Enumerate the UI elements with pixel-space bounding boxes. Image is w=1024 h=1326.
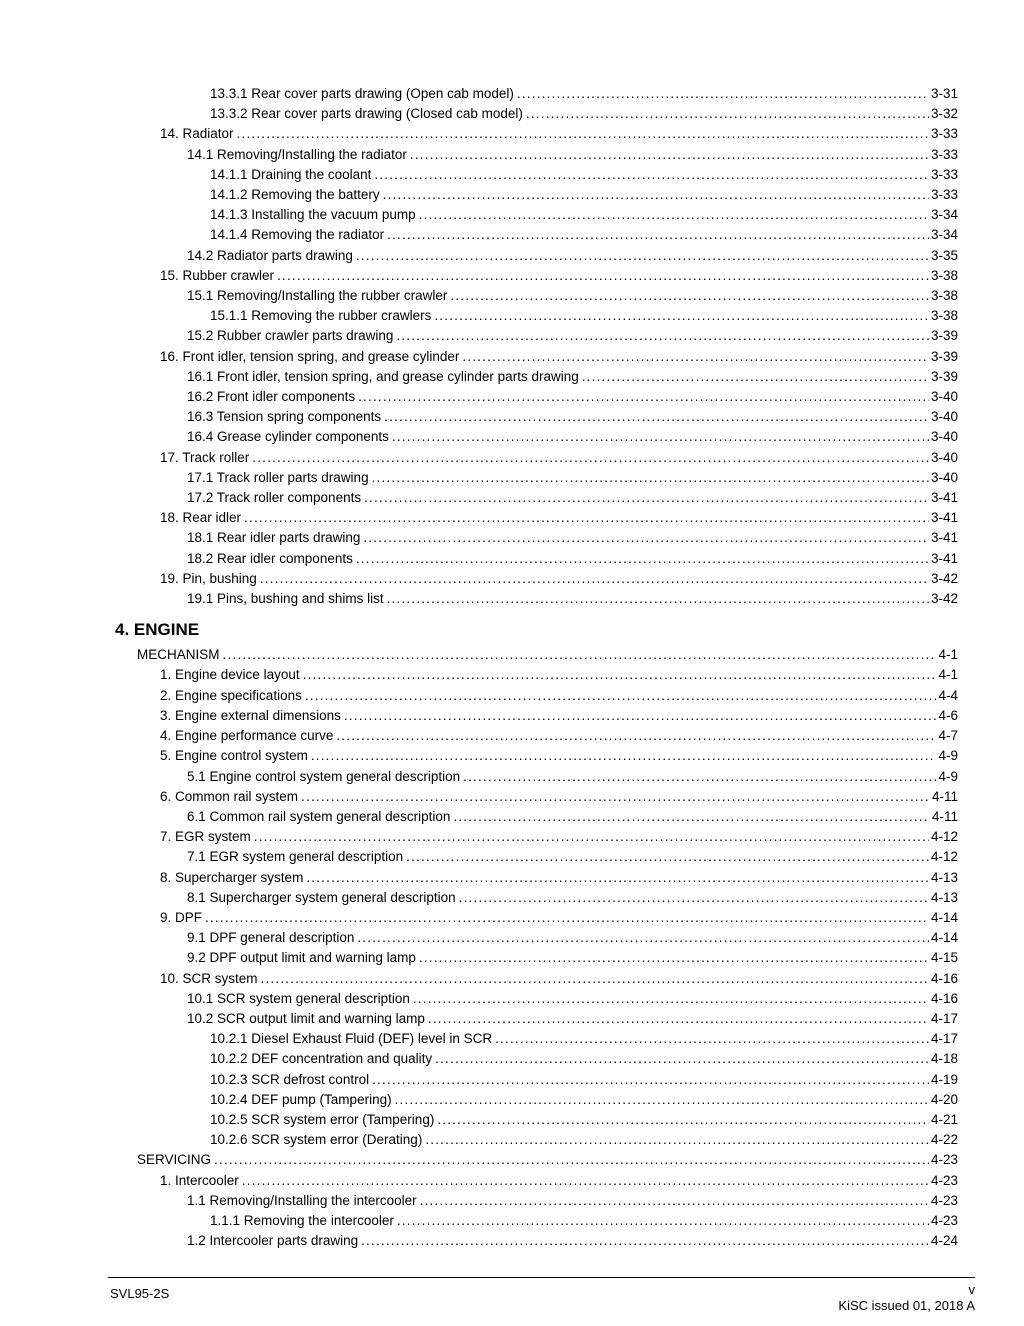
toc-entry-title: 13.3.1 Rear cover parts drawing (Open cab model) (210, 86, 514, 101)
toc-dot-leader (517, 84, 929, 104)
toc-entry-title: 10.2.3 SCR defrost control (210, 1071, 370, 1087)
toc-entry (115, 928, 958, 948)
toc-entry-page: 4-16 (930, 990, 958, 1006)
toc-entry-title: 16.1 Front idler, tension spring, and grease cylinder parts drawing (187, 368, 579, 384)
toc-entry (115, 407, 958, 427)
toc-entry-page: 3-34 (930, 227, 958, 243)
toc-entry-page: 3-42 (930, 591, 958, 607)
toc-entry-page: 4-1 (938, 667, 958, 683)
toc-entry-title: 9.2 DPF output limit and warning lamp (187, 950, 416, 966)
toc-dot-leader (420, 1191, 929, 1211)
toc-entry (115, 185, 958, 205)
toc-entry (115, 387, 958, 407)
toc-entry-page: 3-33 (930, 166, 958, 182)
toc-entry (115, 787, 958, 807)
toc-dot-leader (244, 508, 929, 528)
toc-entry-page: 4-23 (930, 1152, 958, 1168)
toc-dot-leader (463, 767, 936, 787)
toc-list (115, 84, 958, 1251)
toc-dot-leader (453, 807, 930, 827)
toc-dot-leader (392, 427, 929, 447)
toc-entry-page: 3-40 (930, 449, 958, 465)
toc-entry (115, 1191, 958, 1211)
toc-entry-title: 1. Engine device layout (160, 667, 300, 683)
toc-entry-title: 10.2.2 DEF concentration and quality (210, 1051, 433, 1067)
toc-entry-page: 3-38 (930, 288, 958, 304)
toc-dot-leader (205, 908, 929, 928)
toc-dot-leader (495, 1029, 929, 1049)
toc-entry (115, 827, 958, 847)
toc-dot-leader (435, 1049, 929, 1069)
toc-entry-page: 3-39 (930, 368, 958, 384)
toc-entry-page: 4-17 (930, 1031, 958, 1047)
toc-dot-leader (364, 488, 929, 508)
toc-entry-title: 13.3.2 Rear cover parts drawing (Closed cab model) (210, 106, 523, 122)
toc-dot-leader (336, 726, 936, 746)
toc-entry-title: 18.1 Rear idler parts drawing (187, 530, 361, 546)
toc-entry (115, 286, 958, 306)
toc-entry (115, 969, 958, 989)
toc-entry-page: 4-9 (938, 748, 958, 764)
toc-entry-page: 4-12 (930, 849, 958, 865)
toc-entry-title: 4. ENGINE (115, 620, 200, 640)
toc-entry (115, 868, 958, 888)
toc-dot-leader (387, 225, 929, 245)
toc-entry-title: SERVICING (137, 1152, 212, 1168)
toc-entry-title: 10.1 SCR system general description (187, 990, 410, 1006)
toc-entry (115, 908, 958, 928)
toc-dot-leader (223, 645, 937, 665)
toc-entry-page: 4-14 (930, 909, 958, 925)
toc-entry (115, 104, 958, 124)
toc-entry-title: 10.2.1 Diesel Exhaust Fluid (DEF) level in SCR (210, 1031, 493, 1047)
toc-entry (115, 589, 958, 609)
toc-entry (115, 847, 958, 867)
toc-entry-title: 14.2 Radiator parts drawing (187, 247, 353, 263)
toc-dot-leader (450, 286, 929, 306)
toc-dot-leader (357, 928, 929, 948)
toc-entry (115, 225, 958, 245)
toc-entry-title: 5. Engine control system (160, 748, 308, 764)
toc-entry-title: 14. Radiator (160, 126, 234, 142)
toc-dot-leader (311, 746, 937, 766)
toc-dot-leader (419, 948, 929, 968)
toc-entry (115, 888, 958, 908)
toc-entry (115, 347, 958, 367)
toc-dot-leader (372, 468, 929, 488)
toc-entry (115, 948, 958, 968)
toc-entry-page: 4-11 (931, 808, 958, 824)
toc-dot-leader (419, 205, 929, 225)
toc-entry (115, 1211, 958, 1231)
toc-entry (115, 1029, 958, 1049)
toc-entry-page: 4-24 (930, 1233, 958, 1249)
toc-dot-leader (383, 185, 929, 205)
toc-entry-title: 1.2 Intercooler parts drawing (187, 1233, 359, 1249)
toc-dot-leader (384, 407, 929, 427)
toc-entry-title: 1.1.1 Removing the intercooler (210, 1212, 394, 1228)
toc-dot-leader (428, 1009, 929, 1029)
toc-entry-page: 3-31 (930, 86, 958, 101)
toc-entry-title: 9.1 DPF general description (187, 930, 355, 946)
toc-entry-page: 3-41 (930, 510, 958, 526)
toc-dot-leader (395, 1090, 929, 1110)
toc-entry-title: 15.1.1 Removing the rubber crawlers (210, 308, 432, 324)
toc-entry-title: 7.1 EGR system general description (187, 849, 404, 865)
toc-entry-page: 3-38 (930, 267, 958, 283)
toc-dot-leader (237, 124, 929, 144)
toc-entry-page: 4-7 (938, 728, 958, 744)
toc-entry-title: 8.1 Supercharger system general description (187, 889, 456, 905)
toc-entry-title: 10. SCR system (160, 970, 258, 986)
footer-issue-note: KiSC issued 01, 2018 A (838, 1298, 975, 1313)
toc-entry (115, 124, 958, 144)
toc-entry-title: 17. Track roller (160, 449, 250, 465)
toc-entry-title: 16.3 Tension spring components (187, 409, 382, 425)
toc-entry (115, 989, 958, 1009)
toc-entry-title: 16.4 Grease cylinder components (187, 429, 389, 445)
toc-entry-title: 6. Common rail system (160, 788, 299, 804)
toc-entry (115, 488, 958, 508)
toc-entry-page: 3-35 (930, 247, 958, 263)
toc-entry-title: 19.1 Pins, bushing and shims list (187, 591, 384, 607)
toc-entry-page: 4-23 (930, 1212, 958, 1228)
toc-dot-leader (396, 326, 929, 346)
toc-dot-leader (356, 246, 929, 266)
toc-entry-page: 4-11 (931, 788, 958, 804)
toc-entry-title: 15. Rubber crawler (160, 267, 275, 283)
toc-entry-page: 3-39 (930, 328, 958, 344)
toc-dot-leader (261, 969, 929, 989)
toc-entry (115, 549, 958, 569)
toc-entry-page: 4-6 (938, 707, 958, 723)
toc-entry-page: 3-42 (930, 570, 958, 586)
toc-entry-title: 15.2 Rubber crawler parts drawing (187, 328, 394, 344)
toc-dot-leader (363, 528, 929, 548)
toc-dot-leader (434, 306, 929, 326)
toc-entry-title: 8. Supercharger system (160, 869, 304, 885)
toc-entry-title: 14.1.3 Installing the vacuum pump (210, 207, 416, 223)
toc-entry (115, 1130, 958, 1150)
toc-entry (115, 1070, 958, 1090)
toc-entry-title: 10.2 SCR output limit and warning lamp (187, 1010, 425, 1026)
toc-entry (115, 726, 958, 746)
toc-entry (115, 508, 958, 528)
toc-entry (115, 1009, 958, 1029)
toc-entry (115, 807, 958, 827)
toc-entry-title: 7. EGR system (160, 829, 251, 845)
toc-entry-title: 9. DPF (160, 909, 203, 925)
toc-entry-title: 14.1 Removing/Installing the radiator (187, 146, 407, 162)
footer-model-code: SVL95-2S (110, 1286, 170, 1301)
toc-entry-title: 19. Pin, bushing (160, 570, 257, 586)
toc-entry-page: 3-33 (930, 126, 958, 142)
toc-entry (115, 767, 958, 787)
toc-dot-leader (526, 104, 929, 124)
toc-entry-title: 15.1 Removing/Installing the rubber crawler (187, 288, 448, 304)
toc-entry (115, 1110, 958, 1130)
footer-right-block (838, 1282, 975, 1314)
toc-entry-page: 4-22 (930, 1132, 958, 1148)
toc-entry (115, 448, 958, 468)
toc-dot-leader (356, 549, 929, 569)
toc-dot-leader (410, 145, 929, 165)
toc-dot-leader (306, 868, 929, 888)
toc-entry-page: 3-41 (930, 550, 958, 566)
toc-entry (115, 427, 958, 447)
toc-dot-leader (301, 787, 930, 807)
toc-entry-page: 4-4 (938, 687, 958, 703)
toc-dot-leader (254, 827, 929, 847)
toc-entry-title: 14.1.2 Removing the battery (210, 187, 380, 203)
toc-entry (115, 619, 958, 641)
page-footer (108, 1277, 975, 1313)
toc-entry-page: 4-17 (930, 1010, 958, 1026)
toc-dot-leader (260, 569, 929, 589)
toc-entry (115, 706, 958, 726)
toc-entry (115, 246, 958, 266)
toc-entry-title: 4. Engine performance curve (160, 728, 334, 744)
toc-entry (115, 165, 958, 185)
toc-entry-title: 16. Front idler, tension spring, and grease cylinder (160, 348, 460, 364)
toc-entry-page: 4-1 (938, 647, 958, 663)
toc-entry-title: 17.1 Track roller parts drawing (187, 469, 369, 485)
toc-dot-leader (425, 1130, 929, 1150)
toc-entry-page: 4-18 (930, 1051, 958, 1067)
toc-dot-leader (358, 387, 929, 407)
toc-dot-leader (277, 266, 929, 286)
toc-entry-title: 1.1 Removing/Installing the intercooler (187, 1192, 417, 1208)
toc-entry (115, 367, 958, 387)
toc-entry-page: 3-41 (930, 530, 958, 546)
toc-dot-leader (242, 1171, 929, 1191)
toc-dot-leader (252, 448, 929, 468)
toc-dot-leader (214, 1150, 929, 1170)
toc-entry (115, 1049, 958, 1069)
toc-dot-leader (303, 665, 937, 685)
toc-entry (115, 1171, 958, 1191)
toc-entry-title: 18. Rear idler (160, 510, 242, 526)
toc-entry (115, 528, 958, 548)
toc-dot-leader (582, 367, 929, 387)
toc-dot-leader (361, 1231, 929, 1251)
toc-entry-page: 3-39 (930, 348, 958, 364)
toc-dot-leader (305, 686, 937, 706)
toc-entry (115, 326, 958, 346)
toc-dot-leader (372, 1070, 929, 1090)
toc-entry-title: 14.1.4 Removing the radiator (210, 227, 385, 243)
toc-entry-page: 4-19 (930, 1071, 958, 1087)
toc-entry-title: MECHANISM (137, 647, 220, 663)
toc-entry (115, 569, 958, 589)
toc-entry-page: 4-13 (930, 889, 958, 905)
toc-entry-page: 4-23 (930, 1192, 958, 1208)
toc-entry-page: 3-32 (930, 106, 958, 122)
toc-entry (115, 1231, 958, 1251)
toc-entry-title: 6.1 Common rail system general description (187, 808, 451, 824)
footer-page-number: v (968, 1282, 975, 1297)
toc-entry-title: 3. Engine external dimensions (160, 707, 341, 723)
toc-entry (115, 645, 958, 665)
toc-dot-leader (437, 1110, 929, 1130)
toc-entry-page: 3-40 (930, 389, 958, 405)
toc-dot-leader (387, 589, 929, 609)
toc-entry (115, 266, 958, 286)
toc-entry (115, 1150, 958, 1170)
toc-entry-title: 16.2 Front idler components (187, 389, 356, 405)
toc-entry (115, 205, 958, 225)
toc-entry-page: 3-33 (930, 187, 958, 203)
toc-entry-page: 3-40 (930, 409, 958, 425)
toc-dot-leader (459, 888, 929, 908)
toc-entry-page: 3-40 (930, 429, 958, 445)
toc-entry-page: 4-16 (930, 970, 958, 986)
toc-dot-leader (406, 847, 929, 867)
toc-entry-title: 2. Engine specifications (160, 687, 302, 703)
toc-dot-leader (397, 1211, 929, 1231)
toc-dot-leader (374, 165, 929, 185)
toc-entry-page: 4-20 (930, 1091, 958, 1107)
toc-entry (115, 665, 958, 685)
toc-dot-leader (344, 706, 937, 726)
toc-entry-page: 3-34 (930, 207, 958, 223)
toc-entry (115, 746, 958, 766)
toc-entry-title: 1. Intercooler (160, 1172, 239, 1188)
toc-entry (115, 686, 958, 706)
toc-entry-page: 4-23 (930, 1172, 958, 1188)
toc-entry-page: 3-33 (930, 146, 958, 162)
toc-entry-page: 4-13 (930, 869, 958, 885)
toc-entry-title: 14.1.1 Draining the coolant (210, 166, 372, 182)
toc-entry-title: 5.1 Engine control system general description (187, 768, 461, 784)
toc-entry-page: 4-15 (930, 950, 958, 966)
toc-entry-page: 4-21 (930, 1111, 958, 1127)
toc-entry-page: 3-38 (930, 308, 958, 324)
toc-entry-title: 18.2 Rear idler components (187, 550, 353, 566)
toc-entry (115, 306, 958, 326)
toc-entry (115, 145, 958, 165)
toc-dot-leader (462, 347, 929, 367)
toc-entry-page: 4-14 (930, 930, 958, 946)
toc-entry-page: 4-9 (938, 768, 958, 784)
toc-entry-page: 3-41 (930, 490, 958, 506)
toc-entry-title: 10.2.4 DEF pump (Tampering) (210, 1091, 392, 1107)
toc-entry-page: 4-12 (930, 829, 958, 845)
toc-entry-page: 3-40 (930, 469, 958, 485)
toc-entry (115, 1090, 958, 1110)
toc-entry-title: 10.2.6 SCR system error (Derating) (210, 1132, 423, 1148)
toc-dot-leader (413, 989, 929, 1009)
toc-entry-title: 10.2.5 SCR system error (Tampering) (210, 1111, 435, 1127)
toc-entry-title: 17.2 Track roller components (187, 490, 362, 506)
toc-entry (115, 84, 958, 104)
toc-entry (115, 468, 958, 488)
